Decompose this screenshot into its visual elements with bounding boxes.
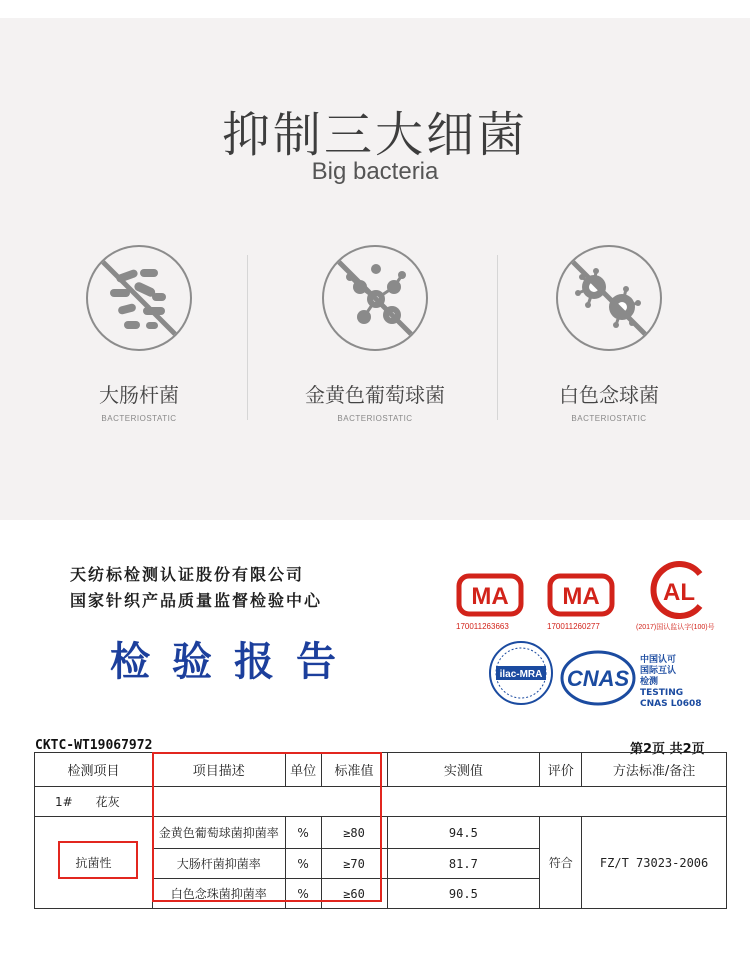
- cnas-text: 中国认可 国际互认 检测 TESTING CNAS L0608: [640, 655, 702, 709]
- group-cell: 抗菌性: [35, 817, 153, 909]
- table-header: 单位: [285, 753, 321, 787]
- rod-bacteria-icon: [86, 245, 192, 351]
- desc-cell: 白色念珠菌抑菌率: [152, 879, 285, 909]
- banner-subtitle: Big bacteria: [311, 158, 439, 185]
- value-cell: 94.5: [387, 817, 540, 849]
- table-header: 评价: [540, 753, 582, 787]
- bacteria-name: 白色念球菌: [559, 383, 659, 407]
- cma-logo-icon: [455, 572, 525, 622]
- std-cell: ≥80: [321, 817, 387, 849]
- std-cell: ≥70: [321, 849, 387, 879]
- banner-title: 抑制三大细菌: [221, 107, 528, 163]
- cal-logo-icon: [646, 560, 708, 624]
- report-title: 检验报告: [110, 638, 358, 685]
- bacteria-item-candida: [484, 245, 734, 423]
- cma2-number: 170011260277: [547, 622, 600, 631]
- unit-cell: %: [285, 817, 321, 849]
- table-header: 实测值: [387, 753, 540, 787]
- table-header: 项目描述: [152, 753, 285, 787]
- bacteria-item-ecoli: [14, 245, 264, 423]
- svg-text:ilac-MRA: ilac-MRA: [499, 669, 543, 680]
- svg-text:CNAS: CNAS: [566, 666, 630, 691]
- svg-text:AL: AL: [663, 579, 695, 606]
- evaluation-cell: 符合: [540, 817, 582, 909]
- value-cell: 81.7: [387, 849, 540, 879]
- bacteria-sub: BACTERIOSTATIC: [571, 414, 647, 423]
- ilac-logo-icon: [488, 640, 554, 710]
- bacteria-sub: BACTERIOSTATIC: [101, 414, 177, 423]
- bacteria-item-staph: [250, 245, 500, 423]
- bacteria-name: 金黄色葡萄球菌: [305, 383, 445, 407]
- virus-bacteria-icon: [556, 245, 662, 351]
- table-header: 标准值: [321, 753, 387, 787]
- org-name-line2: 国家针织产品质量监督检验中心: [70, 591, 323, 610]
- desc-cell: 金黄色葡萄球菌抑菌率: [152, 817, 285, 849]
- highlight-box-columns: [152, 752, 382, 902]
- page-info: 第2页 共2页: [630, 742, 705, 757]
- cluster-bacteria-icon: [322, 245, 428, 351]
- cnas-logo-icon: [560, 650, 636, 710]
- cma1-number: 170011263663: [456, 622, 509, 631]
- unit-cell: %: [285, 879, 321, 909]
- cal-number: (2017)国认监认字(100)号: [636, 624, 715, 631]
- std-cell: ≥60: [321, 879, 387, 909]
- org-name-line1: 天纺标检测认证股份有限公司: [70, 565, 305, 584]
- desc-cell: 大肠杆菌抑菌率: [152, 849, 285, 879]
- bacteria-sub: BACTERIOSTATIC: [337, 414, 413, 423]
- table-header: 方法标准/备注: [582, 753, 727, 787]
- sample-cell: 1# 花灰: [35, 787, 153, 817]
- document-number: CKTC-WT19067972: [35, 738, 153, 753]
- unit-cell: %: [285, 849, 321, 879]
- divider: [247, 255, 248, 420]
- highlight-box-group: [58, 841, 138, 879]
- svg-text:MA: MA: [471, 583, 509, 610]
- cma-logo-icon: [546, 572, 616, 622]
- method-cell: FZ/T 73023-2006: [582, 817, 727, 909]
- svg-text:MA: MA: [562, 583, 600, 610]
- bacteria-name: 大肠杆菌: [99, 383, 179, 407]
- value-cell: 90.5: [387, 879, 540, 909]
- table-header: 检测项目: [35, 753, 153, 787]
